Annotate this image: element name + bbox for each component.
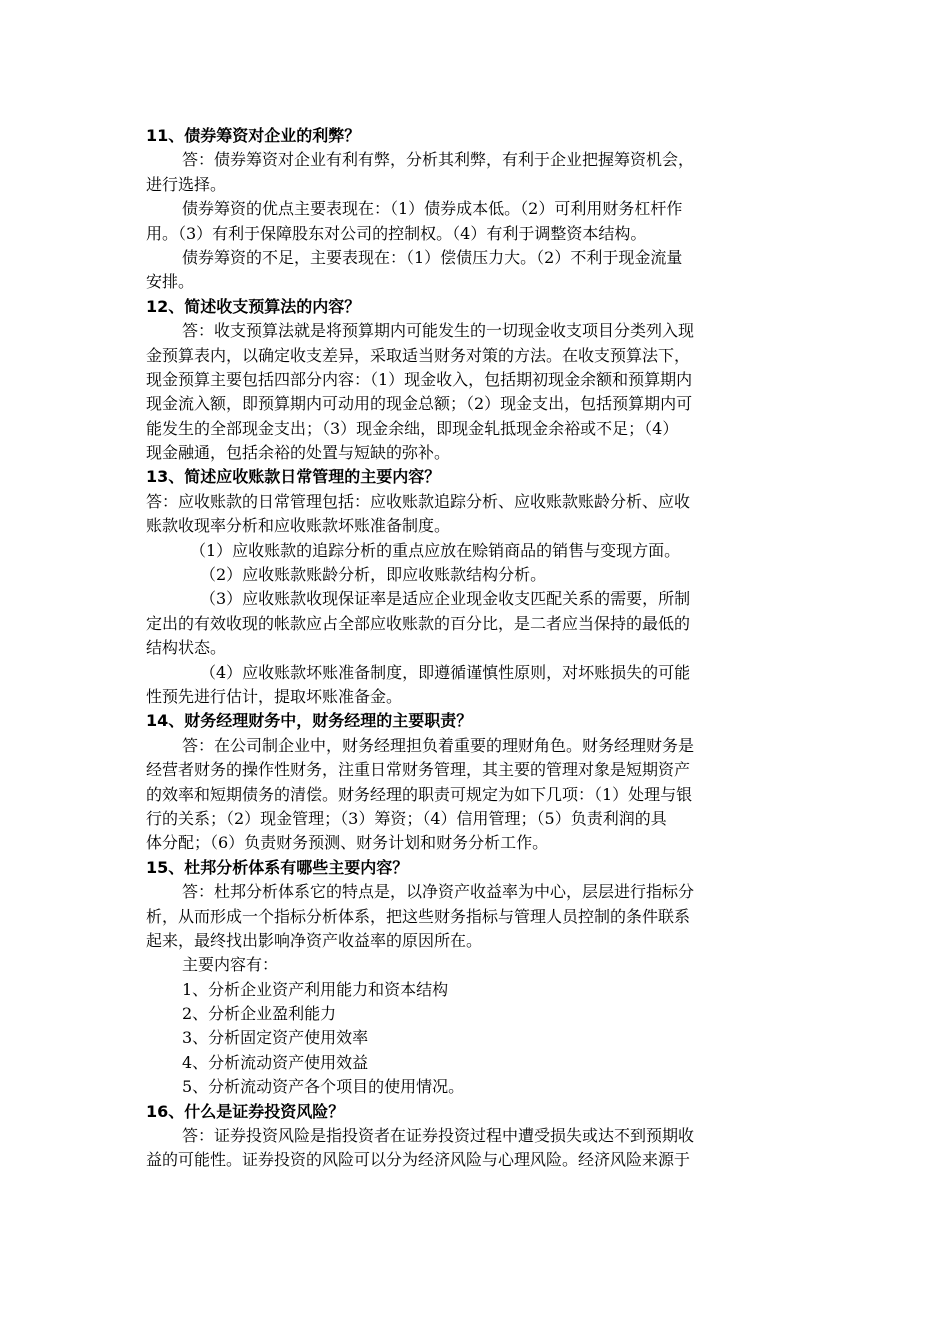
- answer-line: 行的关系；（2）现金管理；（3）筹资；（4）信用管理；（5）负责利润的具: [146, 808, 667, 828]
- answer-line: 答：债券筹资对企业有利有弊，分析其利弊，有利于企业把握筹资机会，: [182, 150, 695, 170]
- answer-line: （1）应收账款的追踪分析的重点应放在赊销商品的销售与变现方面。: [190, 540, 681, 560]
- answer-line: 用。（3）有利于保障股东对公司的控制权。（4）有利于调整资本结构。: [146, 223, 647, 243]
- question-heading: 13、简述应收账款日常管理的主要内容？: [146, 467, 441, 487]
- answer-line: （3）应收账款收现保证率是适应企业现金收支匹配关系的需要，所制: [200, 589, 691, 609]
- answer-line: 的效率和短期债务的清偿。财务经理的职责可规定为如下几项：（1）处理与银: [146, 784, 693, 804]
- answer-line: 起来，最终找出影响净资产收益率的原因所在。: [146, 930, 483, 950]
- answer-line: 现金流入额，即预算期内可动用的现金总额；（2）现金支出，包括预算期内可: [146, 394, 693, 414]
- answer-line: 答：应收账款的日常管理包括：应收账款追踪分析、应收账款账龄分析、应收: [146, 491, 691, 511]
- answer-line: （4）应收账款坏账准备制度，即遵循谨慎性原则，对坏账损失的可能: [200, 662, 691, 682]
- answer-line: 现金融通，包括余裕的处置与短缺的弥补。: [146, 443, 451, 463]
- answer-line: （2）应收账款账龄分析，即应收账款结构分析。: [200, 565, 547, 585]
- document-page: [146, 124, 806, 1173]
- answer-line: 析，从而形成一个指标分析体系，把这些财务指标与管理人员控制的条件联系: [146, 906, 691, 926]
- answer-line: 益的可能性。证券投资的风险可以分为经济风险与心理风险。经济风险来源于: [146, 1150, 691, 1170]
- answer-line: 债券筹资的不足，主要表现在：（1）偿债压力大。（2）不利于现金流量: [182, 247, 683, 267]
- answer-line: 3、分析固定资产使用效率: [182, 1028, 369, 1048]
- answer-line: 能发生的全部现金支出；（3）现金余绌，即现金轧抵现金余裕或不足；（4）: [146, 418, 679, 438]
- question-heading: 15、杜邦分析体系有哪些主要内容？: [146, 857, 409, 877]
- question-heading: 11、债券筹资对企业的利弊？: [146, 126, 361, 145]
- answer-line: 答：收支预算法就是将预算期内可能发生的一切现金收支项目分类列入现: [182, 321, 695, 341]
- answer-line: 5、分析流动资产各个项目的使用情况。: [182, 1077, 465, 1097]
- answer-line: 性预先进行估计，提取坏账准备金。: [146, 686, 403, 706]
- answer-line: 进行选择。: [146, 174, 227, 194]
- answer-line: 账款收现率分析和应收账款坏账准备制度。: [146, 516, 451, 536]
- answer-line: 答：证券投资风险是指投资者在证券投资过程中遭受损失或达不到预期收: [182, 1126, 695, 1146]
- answer-line: 答：杜邦分析体系它的特点是，以净资产收益率为中心，层层进行指标分: [182, 882, 695, 902]
- answer-line: 安排。: [146, 272, 195, 292]
- answer-line: 现金预算主要包括四部分内容：（1）现金收入，包括期初现金余额和预算期内: [146, 369, 693, 389]
- question-heading: 16、什么是证券投资风险？: [146, 1101, 345, 1121]
- question-heading: 14、财务经理财务中，财务经理的主要职责？: [146, 711, 473, 731]
- answer-line: 4、分析流动资产使用效益: [182, 1052, 369, 1072]
- answer-line: 债券筹资的优点主要表现在：（1）债券成本低。（2）可利用财务杠杆作: [182, 199, 683, 219]
- answer-line: 主要内容有：: [182, 955, 279, 975]
- question-heading: 12、简述收支预算法的内容？: [146, 296, 361, 316]
- answer-line: 结构状态。: [146, 638, 227, 658]
- answer-line: 2、分析企业盈利能力: [182, 1004, 337, 1024]
- answer-line: 经营者财务的操作性财务，注重日常财务管理，其主要的管理对象是短期资产: [146, 760, 691, 780]
- answer-line: 1、分析企业资产利用能力和资本结构: [182, 979, 449, 999]
- answer-line: 金预算表内，以确定收支差异，采取适当财务对策的方法。在收支预算法下，: [146, 345, 691, 365]
- answer-line: 定出的有效收现的帐款应占全部应收账款的百分比，是二者应当保持的最低的: [146, 613, 691, 633]
- answer-line: 体分配；（6）负责财务预测、财务计划和财务分析工作。: [146, 833, 549, 853]
- answer-line: 答：在公司制企业中，财务经理担负着重要的理财角色。财务经理财务是: [182, 735, 695, 755]
